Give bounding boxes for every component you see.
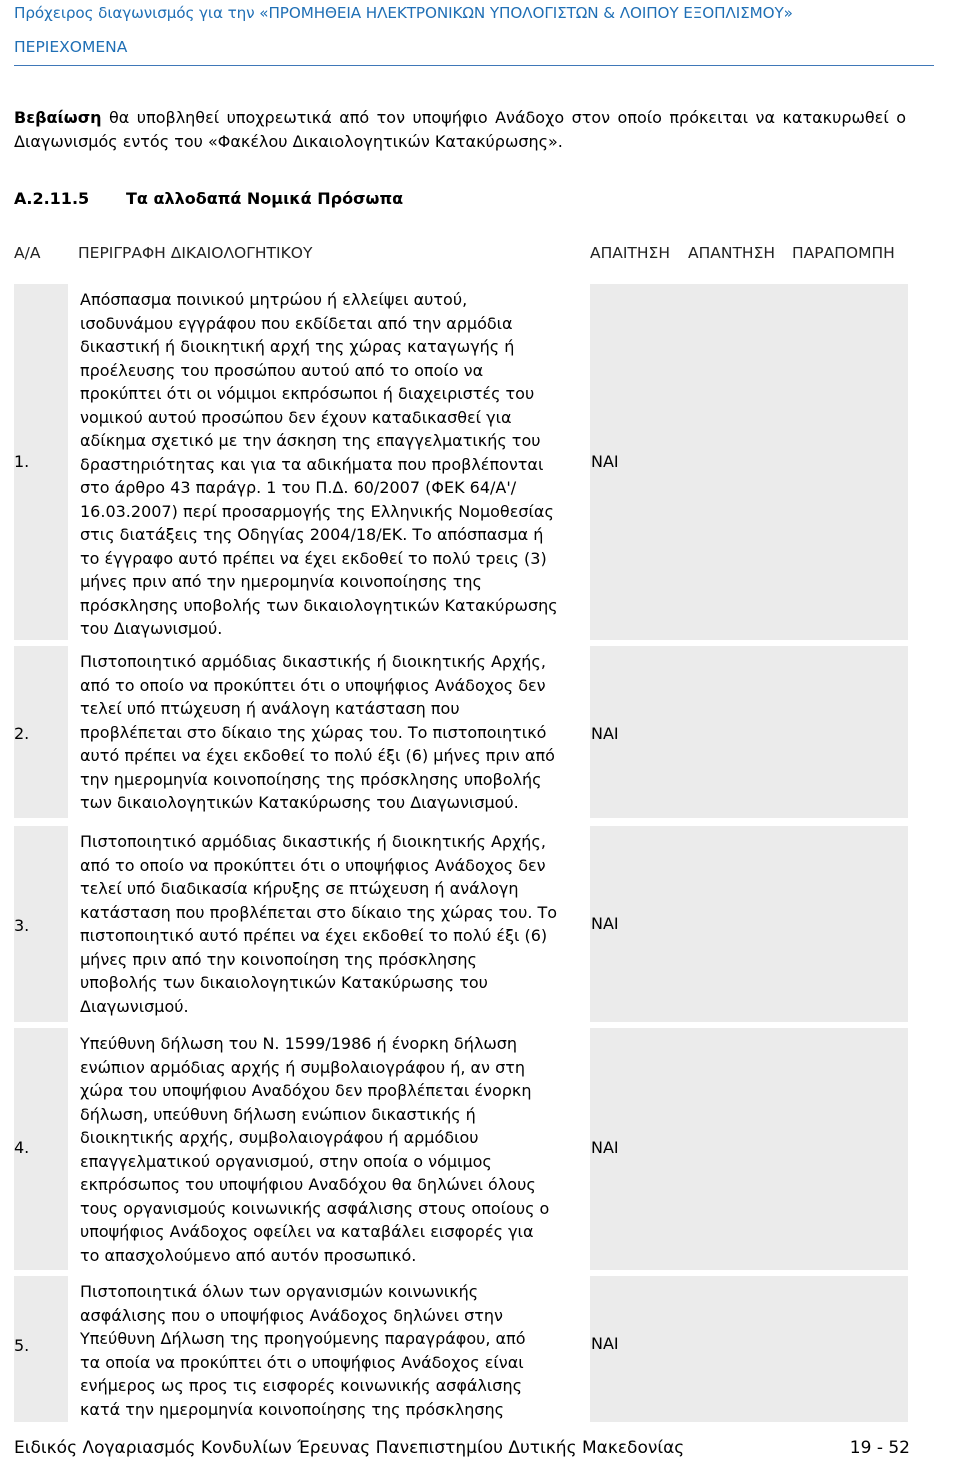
description-line: την ημερομηνία κοινοποίησης της πρόσκλησης υποβολής bbox=[80, 769, 542, 789]
description-line: πρόσκλησης υποβολής των δικαιολογητικών Κατακύρωσης bbox=[80, 595, 558, 615]
intro-bold-term: Βεβαίωση bbox=[14, 108, 102, 127]
section-title: Τα αλλοδαπά Νομικά Πρόσωπα bbox=[126, 189, 404, 208]
column-header-description: ΠΕΡΙΓΡΑΦΗ ΔΙΚΑΙΟΛΟΓΗΤΙΚΟΥ bbox=[78, 244, 313, 262]
description-line: δραστηριότητας και για τα αδικήματα που προβλέπονται bbox=[80, 454, 544, 474]
description-line: το απασχολούμενο από αυτόν προσωπικό. bbox=[80, 1245, 417, 1265]
description-line: ενώπιον αρμόδιας αρχής ή συμβολαιογράφου ή, αν στη bbox=[80, 1057, 525, 1077]
description-line: του Διαγωνισμού. bbox=[80, 619, 223, 638]
contents-link[interactable]: ΠΕΡΙΕΧΟΜΕΝΑ bbox=[14, 38, 128, 56]
description-line: τα οποία να προκύπτει ότι ο υποψήφιος Ανάδοχος είναι bbox=[80, 1352, 524, 1372]
description-line: προβλέπεται στο δίκαιο της χώρας του. Το πιστοποιητικό bbox=[80, 722, 547, 742]
description-line: πιστοποιητικό αυτό πρέπει να έχει εκδοθεί το πολύ έξι (6) bbox=[80, 926, 548, 945]
requirement-value: ΝΑΙ bbox=[591, 724, 619, 743]
row-number: 3. bbox=[14, 916, 30, 935]
description-line: χώρα του υποψήφιου Αναδόχου δεν προβλέπεται ένορκη bbox=[80, 1081, 532, 1100]
description-line: Πιστοποιητικά όλων των οργανισμών κοινωνικής bbox=[80, 1282, 479, 1301]
header-divider bbox=[14, 65, 934, 66]
requirement-value: ΝΑΙ bbox=[591, 914, 619, 933]
description-line: επαγγελματικού οργανισμού, στην οποία ο νόμιμος bbox=[80, 1151, 492, 1171]
description-line: Υπεύθυνη δήλωση του Ν. 1599/1986 ή ένορκη δήλωση bbox=[80, 1034, 517, 1053]
description-line: στις διατάξεις της Οδηγίας 2004/18/ΕΚ. Το απόσπασμα ή bbox=[80, 525, 544, 544]
description-line: προέλευσης του προσώπου αυτού από το οποίο να bbox=[80, 360, 484, 380]
requirement-value: ΝΑΙ bbox=[591, 1138, 619, 1157]
column-header-reference: ΠΑΡΑΠΟΜΠΗ bbox=[792, 244, 895, 262]
row-number: 4. bbox=[14, 1138, 30, 1157]
intro-paragraph bbox=[14, 106, 906, 153]
description-line: Διαγωνισμού. bbox=[80, 996, 189, 1016]
column-header-requirement: ΑΠΑΙΤΗΣΗ bbox=[590, 244, 671, 262]
description-line: το έγγραφο αυτό πρέπει να έχει εκδοθεί το πολύ τρεις (3) bbox=[80, 548, 547, 568]
description-line: μήνες πριν από την ημερομηνία κοινοποίησης της bbox=[80, 572, 482, 591]
requirement-description bbox=[80, 1032, 582, 1267]
description-line: 16.03.2007) περί προσαρμογής της Ελληνικής Νομοθεσίας bbox=[80, 501, 554, 521]
description-line: των δικαιολογητικών Κατακύρωσης του Διαγωνισμού. bbox=[80, 793, 519, 812]
description-line: τους οργανισμούς κοινωνικής ασφάλισης στους οποίους ο bbox=[80, 1198, 550, 1218]
description-line: Πιστοποιητικό αρμόδιας δικαστικής ή διοικητικής Αρχής, bbox=[80, 652, 546, 671]
requirement-description bbox=[80, 1280, 582, 1421]
description-line: ασφάλισης που ο υποψήφιος Ανάδοχος δηλώνει στην bbox=[80, 1305, 503, 1325]
requirement-description bbox=[80, 830, 582, 1018]
description-line: δικαστική ή διοικητική αρχή της χώρας καταγωγής ή bbox=[80, 337, 515, 356]
description-line: από το οποίο να προκύπτει ότι ο υποψήφιος Ανάδοχος δεν bbox=[80, 855, 546, 875]
description-line: προκύπτει ότι οι νόμιμοι εκπρόσωποι ή διαχειριστές του bbox=[80, 384, 535, 403]
description-line: διοικητικής αρχής, συμβολαιογράφου ή αρμόδιου bbox=[80, 1128, 479, 1147]
description-line: τελεί υπό διαδικασία κήρυξης σε πτώχευση ή ανάλογη bbox=[80, 879, 519, 898]
row-number: 1. bbox=[14, 452, 30, 471]
description-line: από το οποίο να προκύπτει ότι ο υποψήφιος Ανάδοχος δεν bbox=[80, 675, 546, 695]
row-number: 5. bbox=[14, 1336, 30, 1355]
column-header-answer: ΑΠΑΝΤΗΣΗ bbox=[688, 244, 776, 262]
description-line: υποψήφιος Ανάδοχος οφείλει να καταβάλει εισφορές για bbox=[80, 1222, 534, 1241]
description-line: αυτό πρέπει να έχει εκδοθεί το πολύ έξι (6) μήνες πριν από bbox=[80, 746, 555, 765]
description-line: κατά την ημερομηνία κοινοποίησης της πρόσκλησης bbox=[80, 1399, 505, 1419]
requirement-description bbox=[80, 288, 582, 641]
description-line: εκπρόσωπος του υποψήφιου Αναδόχου θα δηλώνει όλους bbox=[80, 1175, 536, 1194]
requirement-description bbox=[80, 650, 582, 815]
intro-text: θα υποβληθεί υποχρεωτικά από τον υποψήφιο Ανάδοχο στον οποίο πρόκειται να κατακυρωθεί ο Διαγωνισμός εντός του «Φακέλου Δικαιολογητικών Κατακύρωσης». bbox=[14, 108, 906, 151]
description-line: στο άρθρο 43 παράγρ. 1 του Π.Δ. 60/2007 (ΦΕΚ 64/Α'/ bbox=[80, 478, 517, 497]
description-line: μήνες πριν από την κοινοποίηση της πρόσκλησης bbox=[80, 949, 477, 969]
description-line: ενήμερος ως προς τις εισφορές κοινωνικής ασφάλισης bbox=[80, 1376, 522, 1395]
description-line: ισοδυνάμου εγγράφου που εκδίδεται από την αρμόδια bbox=[80, 313, 513, 333]
description-line: Πιστοποιητικό αρμόδιας δικαστικής ή διοικητικής Αρχής, bbox=[80, 832, 546, 851]
page-number: 19 - 52 bbox=[849, 1438, 910, 1458]
description-line: αδίκημα σχετικό με την άσκηση της επαγγελματικής του bbox=[80, 431, 541, 450]
row-number: 2. bbox=[14, 724, 30, 743]
description-line: κατάσταση που προβλέπεται στο δίκαιο της χώρας του. Το bbox=[80, 902, 558, 922]
description-line: νομικού αυτού προσώπου δεν έχουν καταδικασθεί για bbox=[80, 407, 512, 427]
column-header-aa: Α/Α bbox=[14, 244, 41, 262]
requirement-value: ΝΑΙ bbox=[591, 1334, 619, 1353]
footer-organization: Ειδικός Λογαριασμός Κονδυλίων Έρευνας Πανεπιστημίου Δυτικής Μακεδονίας bbox=[14, 1438, 685, 1458]
requirement-value: ΝΑΙ bbox=[591, 452, 619, 471]
description-line: Απόσπασμα ποινικού μητρώου ή ελλείψει αυτού, bbox=[80, 290, 468, 309]
section-heading bbox=[14, 189, 403, 208]
description-line: δήλωση, υπεύθυνη δήλωση ενώπιον δικαστικής ή bbox=[80, 1104, 476, 1124]
description-line: Υπεύθυνη Δήλωση της προηγούμενης παραγράφου, από bbox=[80, 1329, 526, 1348]
section-number: Α.2.11.5 bbox=[14, 189, 90, 208]
description-line: υποβολής των δικαιολογητικών Κατακύρωσης του bbox=[80, 973, 488, 992]
description-line: τελεί υπό πτώχευση ή ανάλογη κατάσταση που bbox=[80, 699, 460, 718]
document-title: Πρόχειρος διαγωνισμός για την «ΠΡΟΜΗΘΕΙΑ ΗΛΕΚΤΡΟΝΙΚΩΝ ΥΠΟΛΟΓΙΣΤΩΝ & ΛΟΙΠΟΥ ΕΞΟΠΛΙΣΜΟΥ» bbox=[14, 4, 793, 22]
